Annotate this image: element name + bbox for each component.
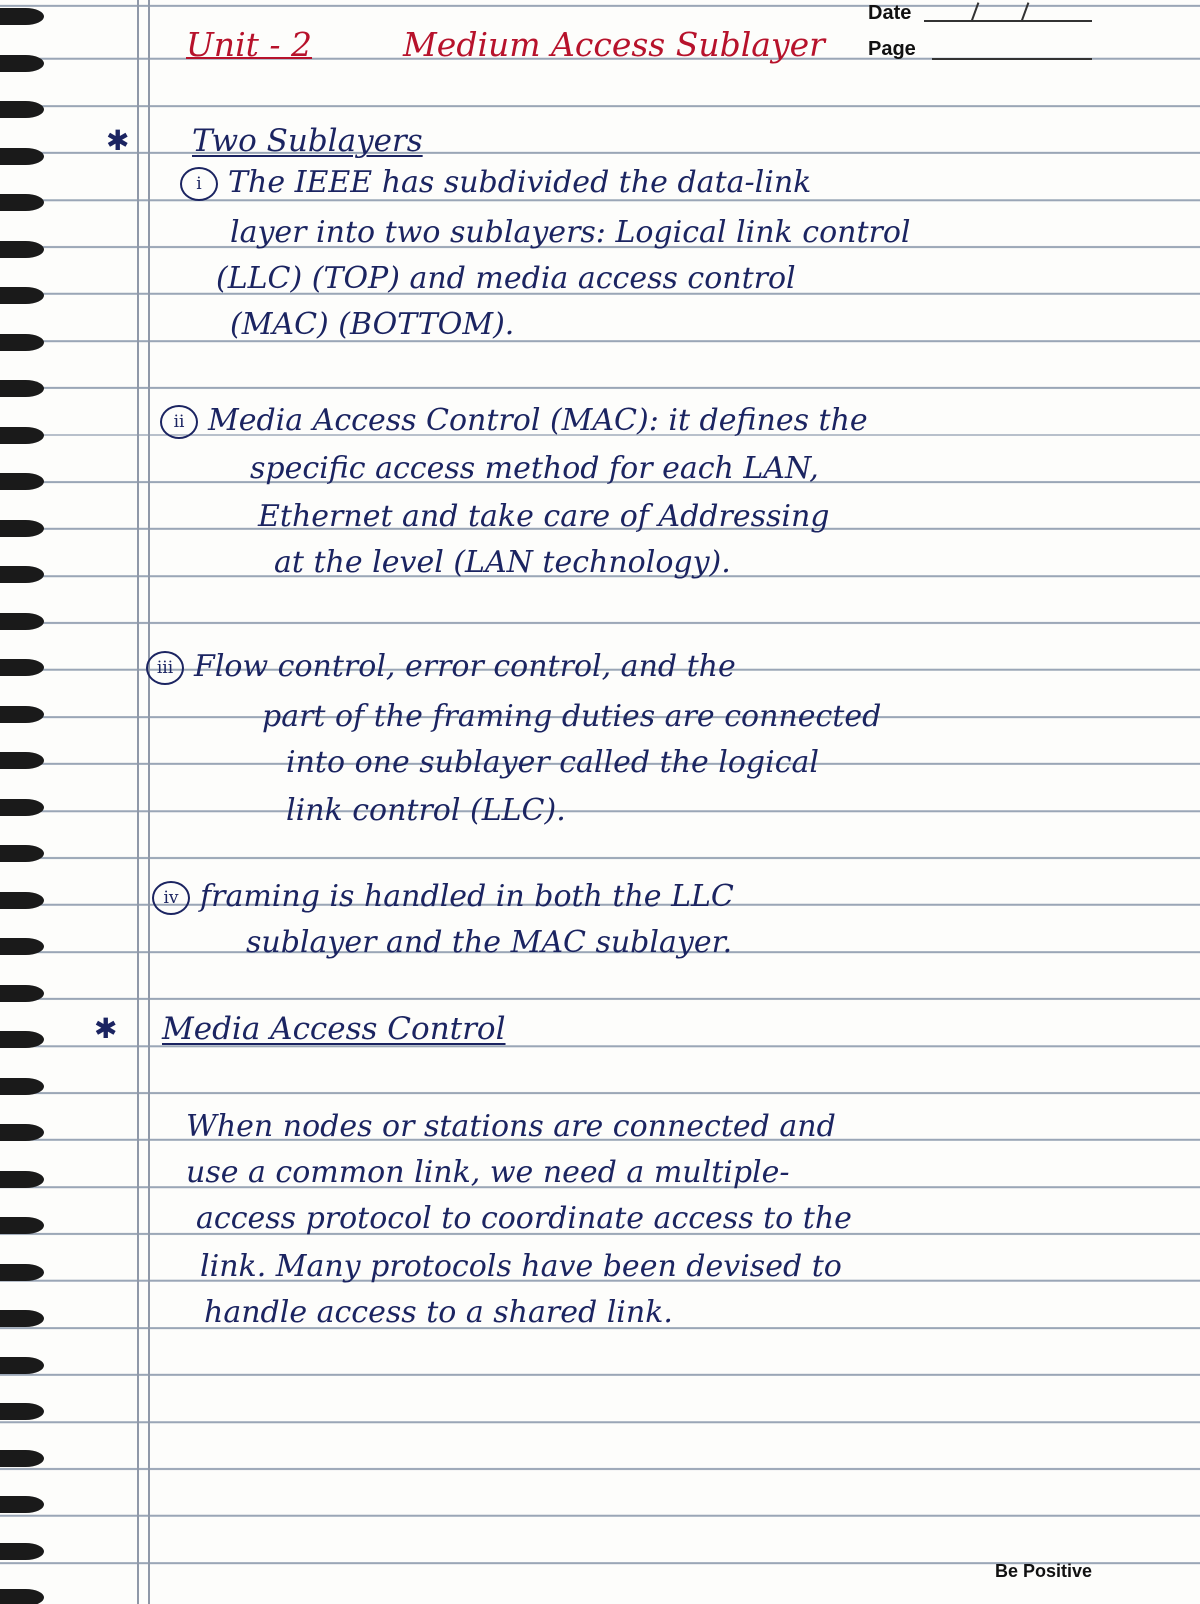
paragraph-line: layer into two sublayers: Logical link control <box>230 215 911 250</box>
ring-icon <box>0 752 44 769</box>
ring-icon <box>0 613 44 630</box>
title-text: Medium Access Sublayer <box>403 25 825 64</box>
ring-icon <box>0 1031 44 1048</box>
paragraph-line: part of the framing duties are connected <box>262 699 882 734</box>
ring-icon <box>0 55 44 72</box>
paragraph-line: iv framing is handled in both the LLC <box>152 880 734 915</box>
ring-icon <box>0 1357 44 1374</box>
ring-icon <box>0 1217 44 1234</box>
ring-icon <box>0 985 44 1002</box>
ring-icon <box>0 706 44 723</box>
footer-slogan: Be Positive <box>994 1561 1092 1581</box>
page-label: Page <box>868 38 916 60</box>
ring-icon <box>0 1171 44 1188</box>
page-field <box>932 58 1092 60</box>
ring-icon <box>0 427 44 444</box>
ring-icon <box>0 1078 44 1095</box>
ring-icon <box>0 334 44 351</box>
ring-icon <box>0 799 44 816</box>
ring-icon <box>0 1543 44 1560</box>
ring-icon <box>0 566 44 583</box>
paragraph-line: link. Many protocols have been devised to <box>200 1249 842 1284</box>
spiral-binding <box>0 0 62 1604</box>
ring-icon <box>0 1450 44 1467</box>
ring-icon <box>0 1310 44 1327</box>
paragraph-line: link control (LLC). <box>286 793 566 828</box>
ring-icon <box>0 938 44 955</box>
ring-icon <box>0 845 44 862</box>
ring-icon <box>0 892 44 909</box>
paragraph-line: ii Media Access Control (MAC): it defines the <box>160 404 868 439</box>
paragraph-line: (LLC) (TOP) and media access control <box>216 261 796 296</box>
paragraph-line: handle access to a shared link. <box>204 1295 673 1330</box>
ring-icon <box>0 520 44 537</box>
ring-icon <box>0 659 44 676</box>
paragraph-line: into one sublayer called the logical <box>286 745 819 780</box>
paragraph-line: i The IEEE has subdivided the data-link <box>180 166 811 201</box>
margin-line <box>148 0 150 1604</box>
star-bullet: ✱ <box>94 1012 118 1045</box>
item-marker: ii <box>160 405 198 439</box>
star-bullet: ✱ <box>106 124 130 157</box>
date-field <box>924 20 1092 22</box>
ring-icon <box>0 1589 44 1604</box>
ring-icon <box>0 1403 44 1420</box>
ring-icon <box>0 8 44 25</box>
ring-icon <box>0 148 44 165</box>
item-marker: iv <box>152 881 190 915</box>
margin-line <box>137 0 139 1604</box>
ring-icon <box>0 241 44 258</box>
ring-icon <box>0 1124 44 1141</box>
ring-icon <box>0 194 44 211</box>
paragraph-line: Ethernet and take care of Addressing <box>258 499 830 534</box>
section-heading-media-access-control: Media Access Control <box>162 1011 506 1047</box>
date-label: Date <box>868 2 912 24</box>
paragraph-line: access protocol to coordinate access to the <box>196 1201 852 1236</box>
paragraph-line: (MAC) (BOTTOM). <box>230 307 515 342</box>
paragraph-line: sublayer and the MAC sublayer. <box>246 925 733 960</box>
ring-icon <box>0 1496 44 1513</box>
ring-icon <box>0 101 44 118</box>
paragraph-line: specific access method for each LAN, <box>250 451 819 486</box>
paragraph-line: use a common link, we need a multiple- <box>186 1155 790 1190</box>
ring-icon <box>0 1264 44 1281</box>
ring-icon <box>0 380 44 397</box>
page-title <box>186 25 825 64</box>
paragraph-line: iii Flow control, error control, and the <box>146 650 736 685</box>
paragraph-line: at the level (LAN technology). <box>274 545 731 580</box>
unit-label: Unit - 2 <box>186 25 313 64</box>
paragraph-line: When nodes or stations are connected and <box>186 1109 836 1144</box>
ring-icon <box>0 473 44 490</box>
section-heading-two-sublayers: Two Sublayers <box>192 123 423 159</box>
item-marker: iii <box>146 651 184 685</box>
item-marker: i <box>180 167 218 201</box>
ring-icon <box>0 287 44 304</box>
